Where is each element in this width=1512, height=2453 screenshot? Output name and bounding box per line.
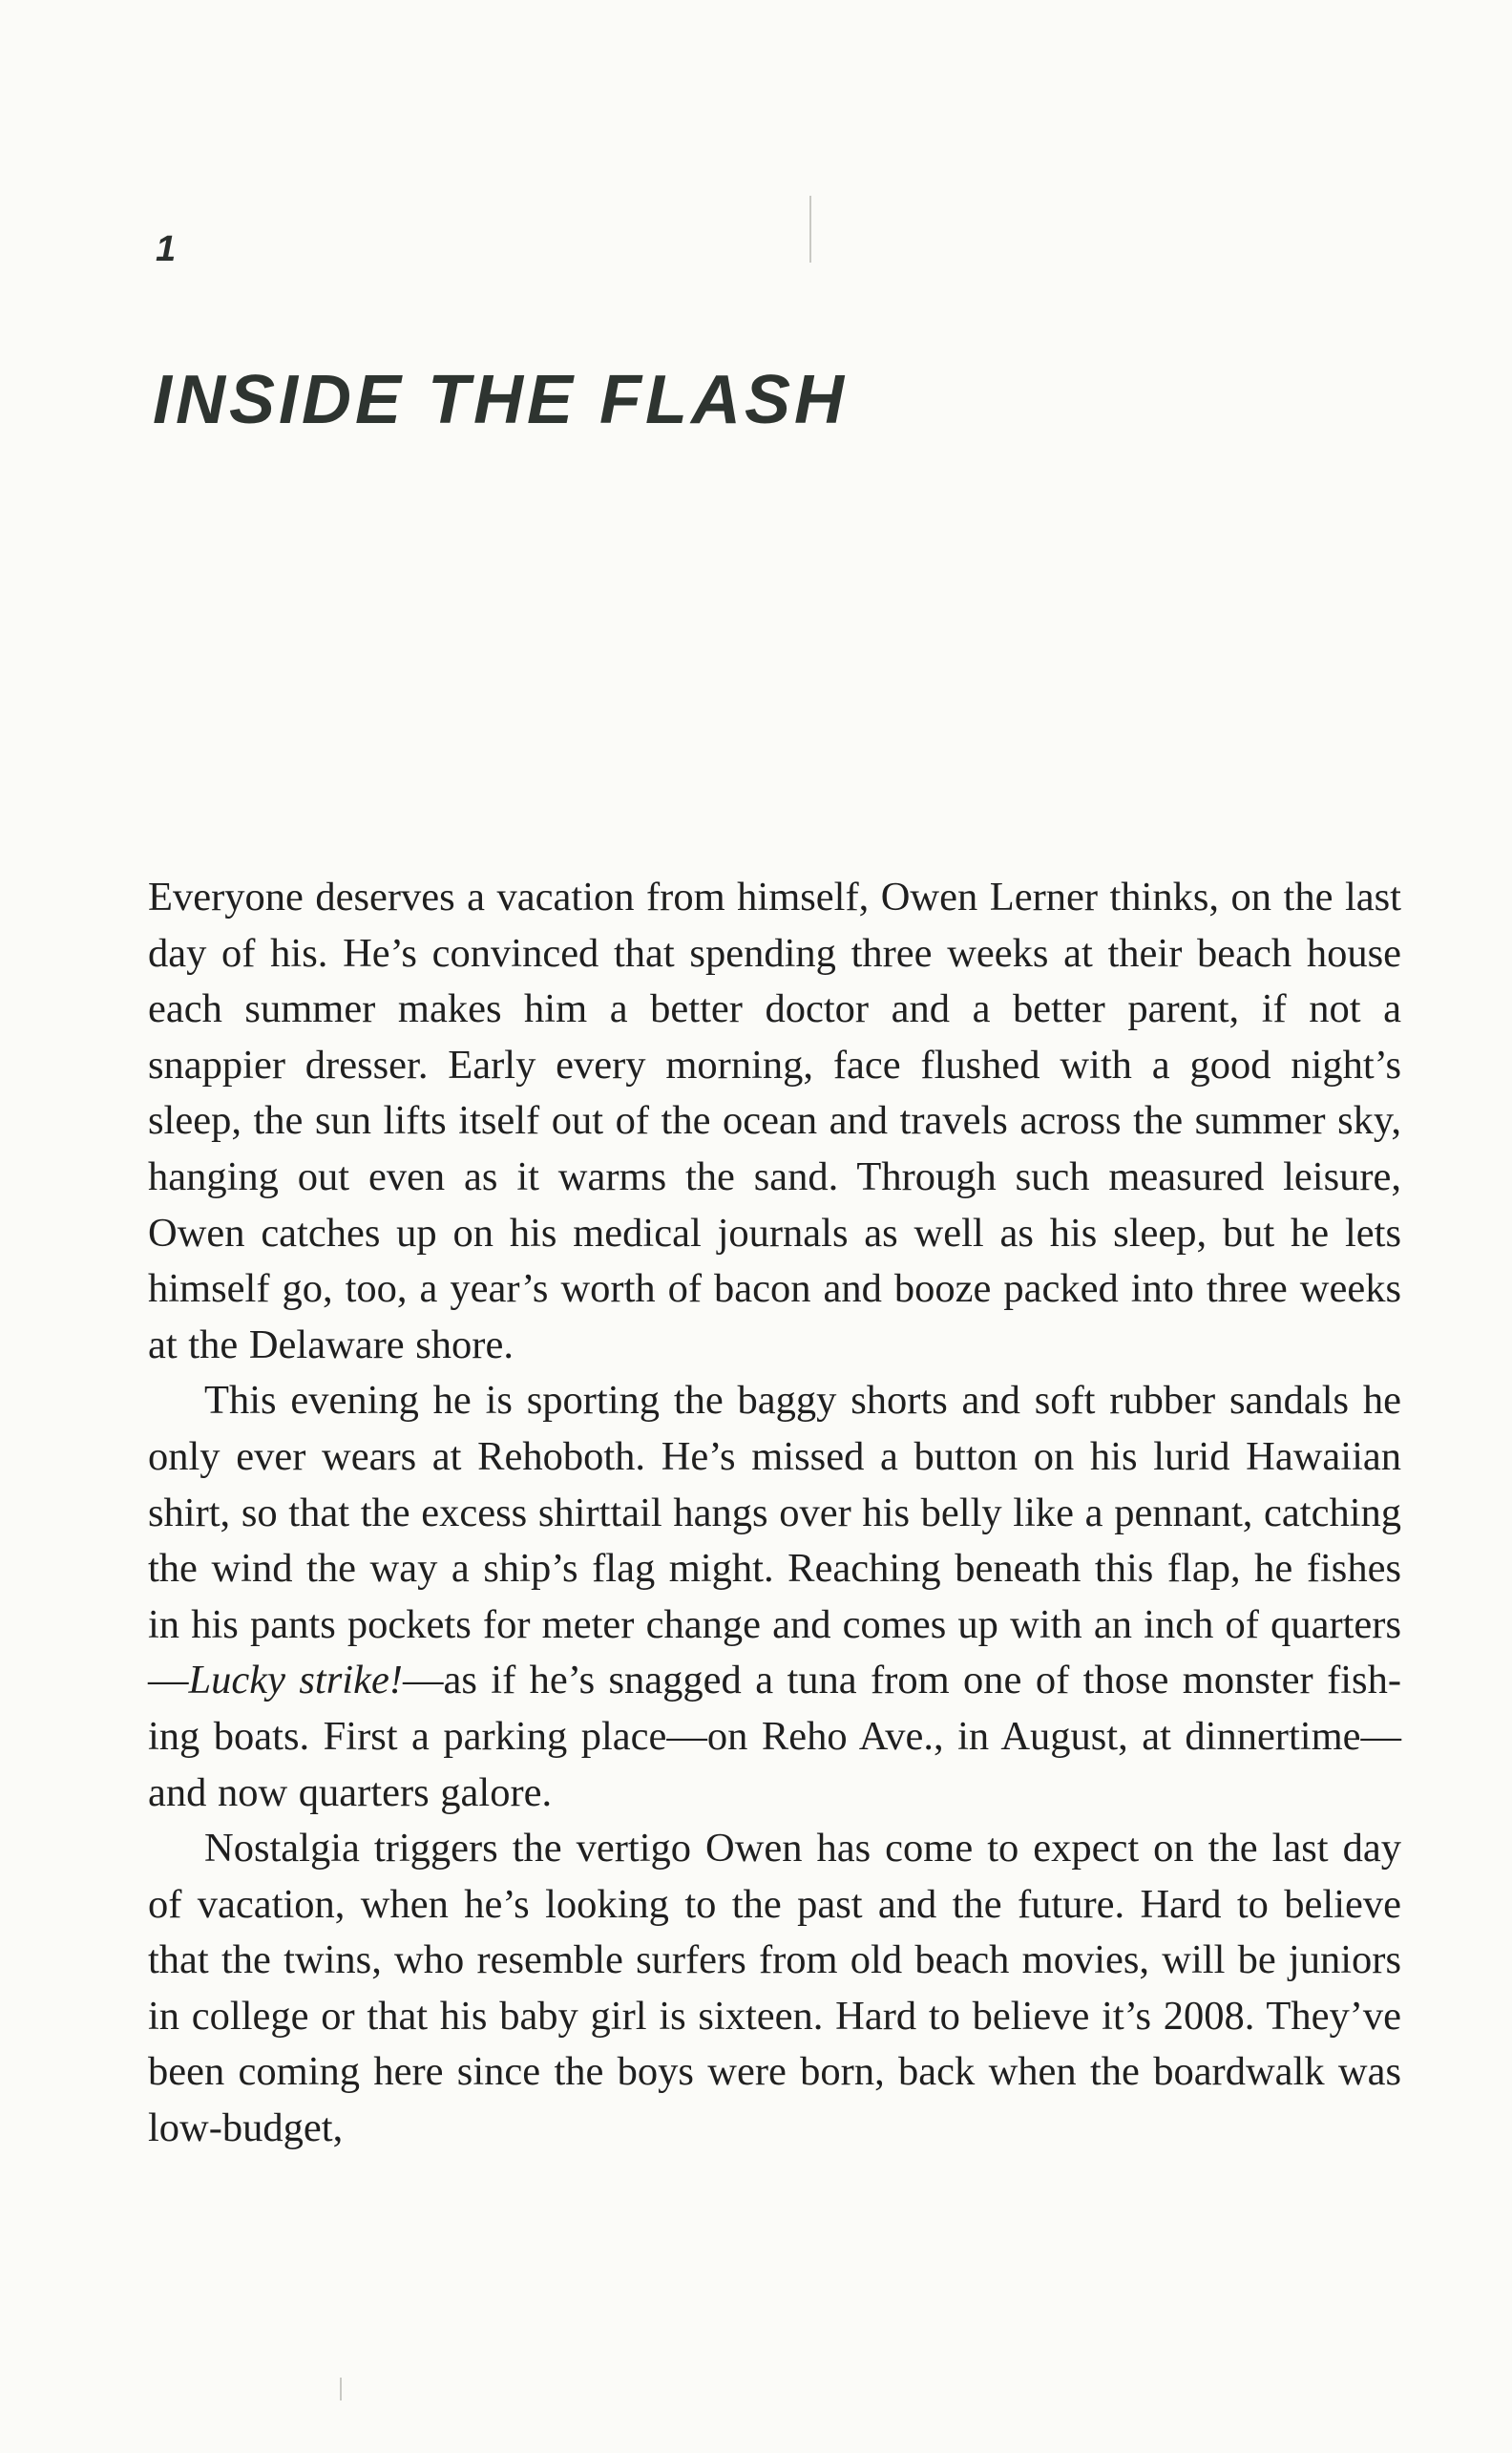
chapter-title: INSIDE THE FLASH	[153, 362, 849, 438]
paragraph-1-text: Everyone deserves a vacation from himself, Owen Lerner thinks, on the last day of his. He’s convinced that spending three weeks at their beach house each summer makes him a better doctor and a better parent, if not a snappier dresser. Early every morning, face flushed with a good night’s sleep, the sun lifts itself out of the ocean and travels across the summer sky, hanging out even as it warms the sand. Through such measured leisure, Owen catches up on his medical journals as well as his sleep, but he lets himself go, too, a year’s worth of bacon and booze packed into three weeks at the Delaware shore.	[148, 875, 1401, 1367]
chapter-body	[148, 870, 1401, 2157]
paragraph-3	[148, 1821, 1401, 2157]
paragraph-2-text-start: This evening he is sporting the baggy shorts and soft rubber sandals he only ever wears at Rehoboth. He’s missed a button on his lurid Hawaiian shirt, so that the excess shirttail hangs over his belly like a pennant, catching the wind the way a ship’s flag might. Reaching beneath this flap, he fishes in his pants pockets for meter change and comes up with an inch of quarters—	[148, 1378, 1401, 1703]
paragraph-1	[148, 870, 1401, 1373]
scan-artifact-top	[809, 196, 811, 263]
paragraph-2-text-end: —as if he’s snagged a tuna from one of those monster fishing boats. First a parking place—on Reho Ave., in August, at dinnertime—and now quarters galore.	[148, 1658, 1401, 1815]
chapter-number: 1	[156, 229, 177, 269]
paragraph-2	[148, 1373, 1401, 1821]
scan-artifact-bottom	[340, 2378, 342, 2400]
paragraph-2-italic-phrase: Lucky strike!	[188, 1658, 403, 1703]
paragraph-3-text: Nostalgia triggers the vertigo Owen has come to expect on the last day of vacation, when he’s looking to the past and the future. Hard to believe that the twins, who resemble surfers from old beach movies, will be juniors in college or that his baby girl is sixteen. Hard to believe it’s 2008. They’ve been coming here since the boys were born, back when the boardwalk was low-budget,	[148, 1826, 1401, 2151]
